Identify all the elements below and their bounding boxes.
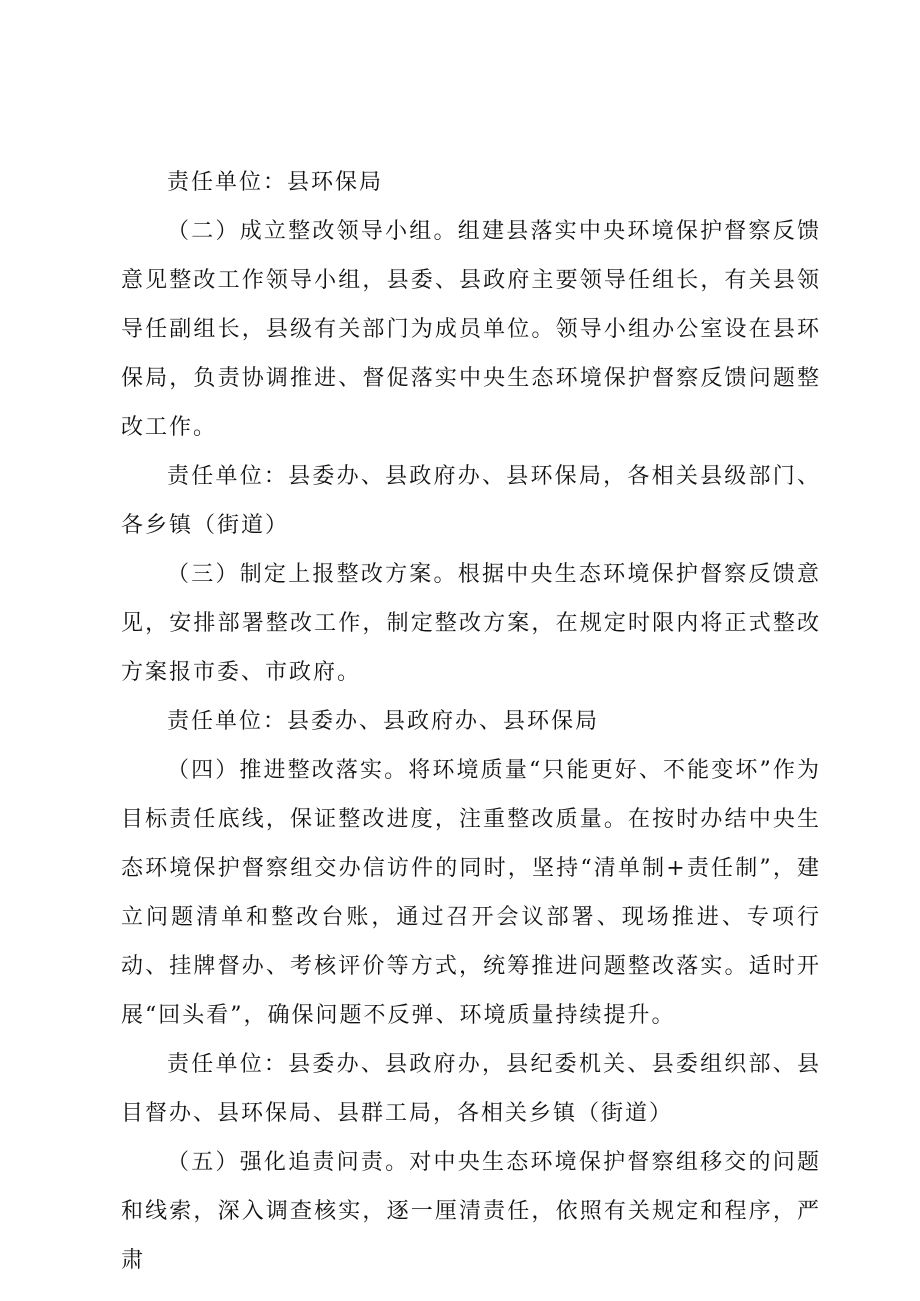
responsibility-line: 责任单位：县委办、县政府办、县环保局	[167, 709, 600, 734]
section-5-paragraph: （五）强化追责问责。对中央生态环境保护督察组移交的问题和线索，深入调查核实，逐一厘清责任，依照有关规定和程序，严肃	[121, 1150, 821, 1273]
responsibility-line: 责任单位：县环保局	[167, 170, 384, 195]
responsibility-line: 责任单位：县委办、县政府办、县环保局，各相关县级部门、各乡镇（街道）	[121, 464, 821, 538]
responsibility-line: 责任单位：县委办、县政府办，县纪委机关、县委组织部、县目督办、县环保局、县群工局，各相关乡镇（街道）	[121, 1052, 821, 1126]
section-2-paragraph: （二）成立整改领导小组。组建县落实中央环境保护督察反馈意见整改工作领导小组，县委、县政府主要领导任组长，有关县领导任副组长，县级有关部门为成员单位。领导小组办公室设在县环保局，负责协调推进、督促落实中央生态环境保护督察反馈问题整改工作。	[121, 219, 821, 440]
document-body	[121, 158, 821, 1285]
section-3-paragraph: （三）制定上报整改方案。根据中央生态环境保护督察反馈意见，安排部署整改工作，制定整改方案，在规定时限内将正式整改方案报市委、市政府。	[121, 562, 821, 685]
section-4-paragraph: （四）推进整改落实。将环境质量“只能更好、不能变坏”作为目标责任底线，保证整改进度，注重整改质量。在按时办结中央生态环境保护督察组交办信访件的同时，坚持“清单制+责任制”，建立问题清单和整改台账，通过召开会议部署、现场推进、专项行动、挂牌督办、考核评价等方式，统筹推进问题整改落实。适时开展“回头看”，确保问题不反弹、环境质量持续提升。	[121, 758, 821, 1028]
